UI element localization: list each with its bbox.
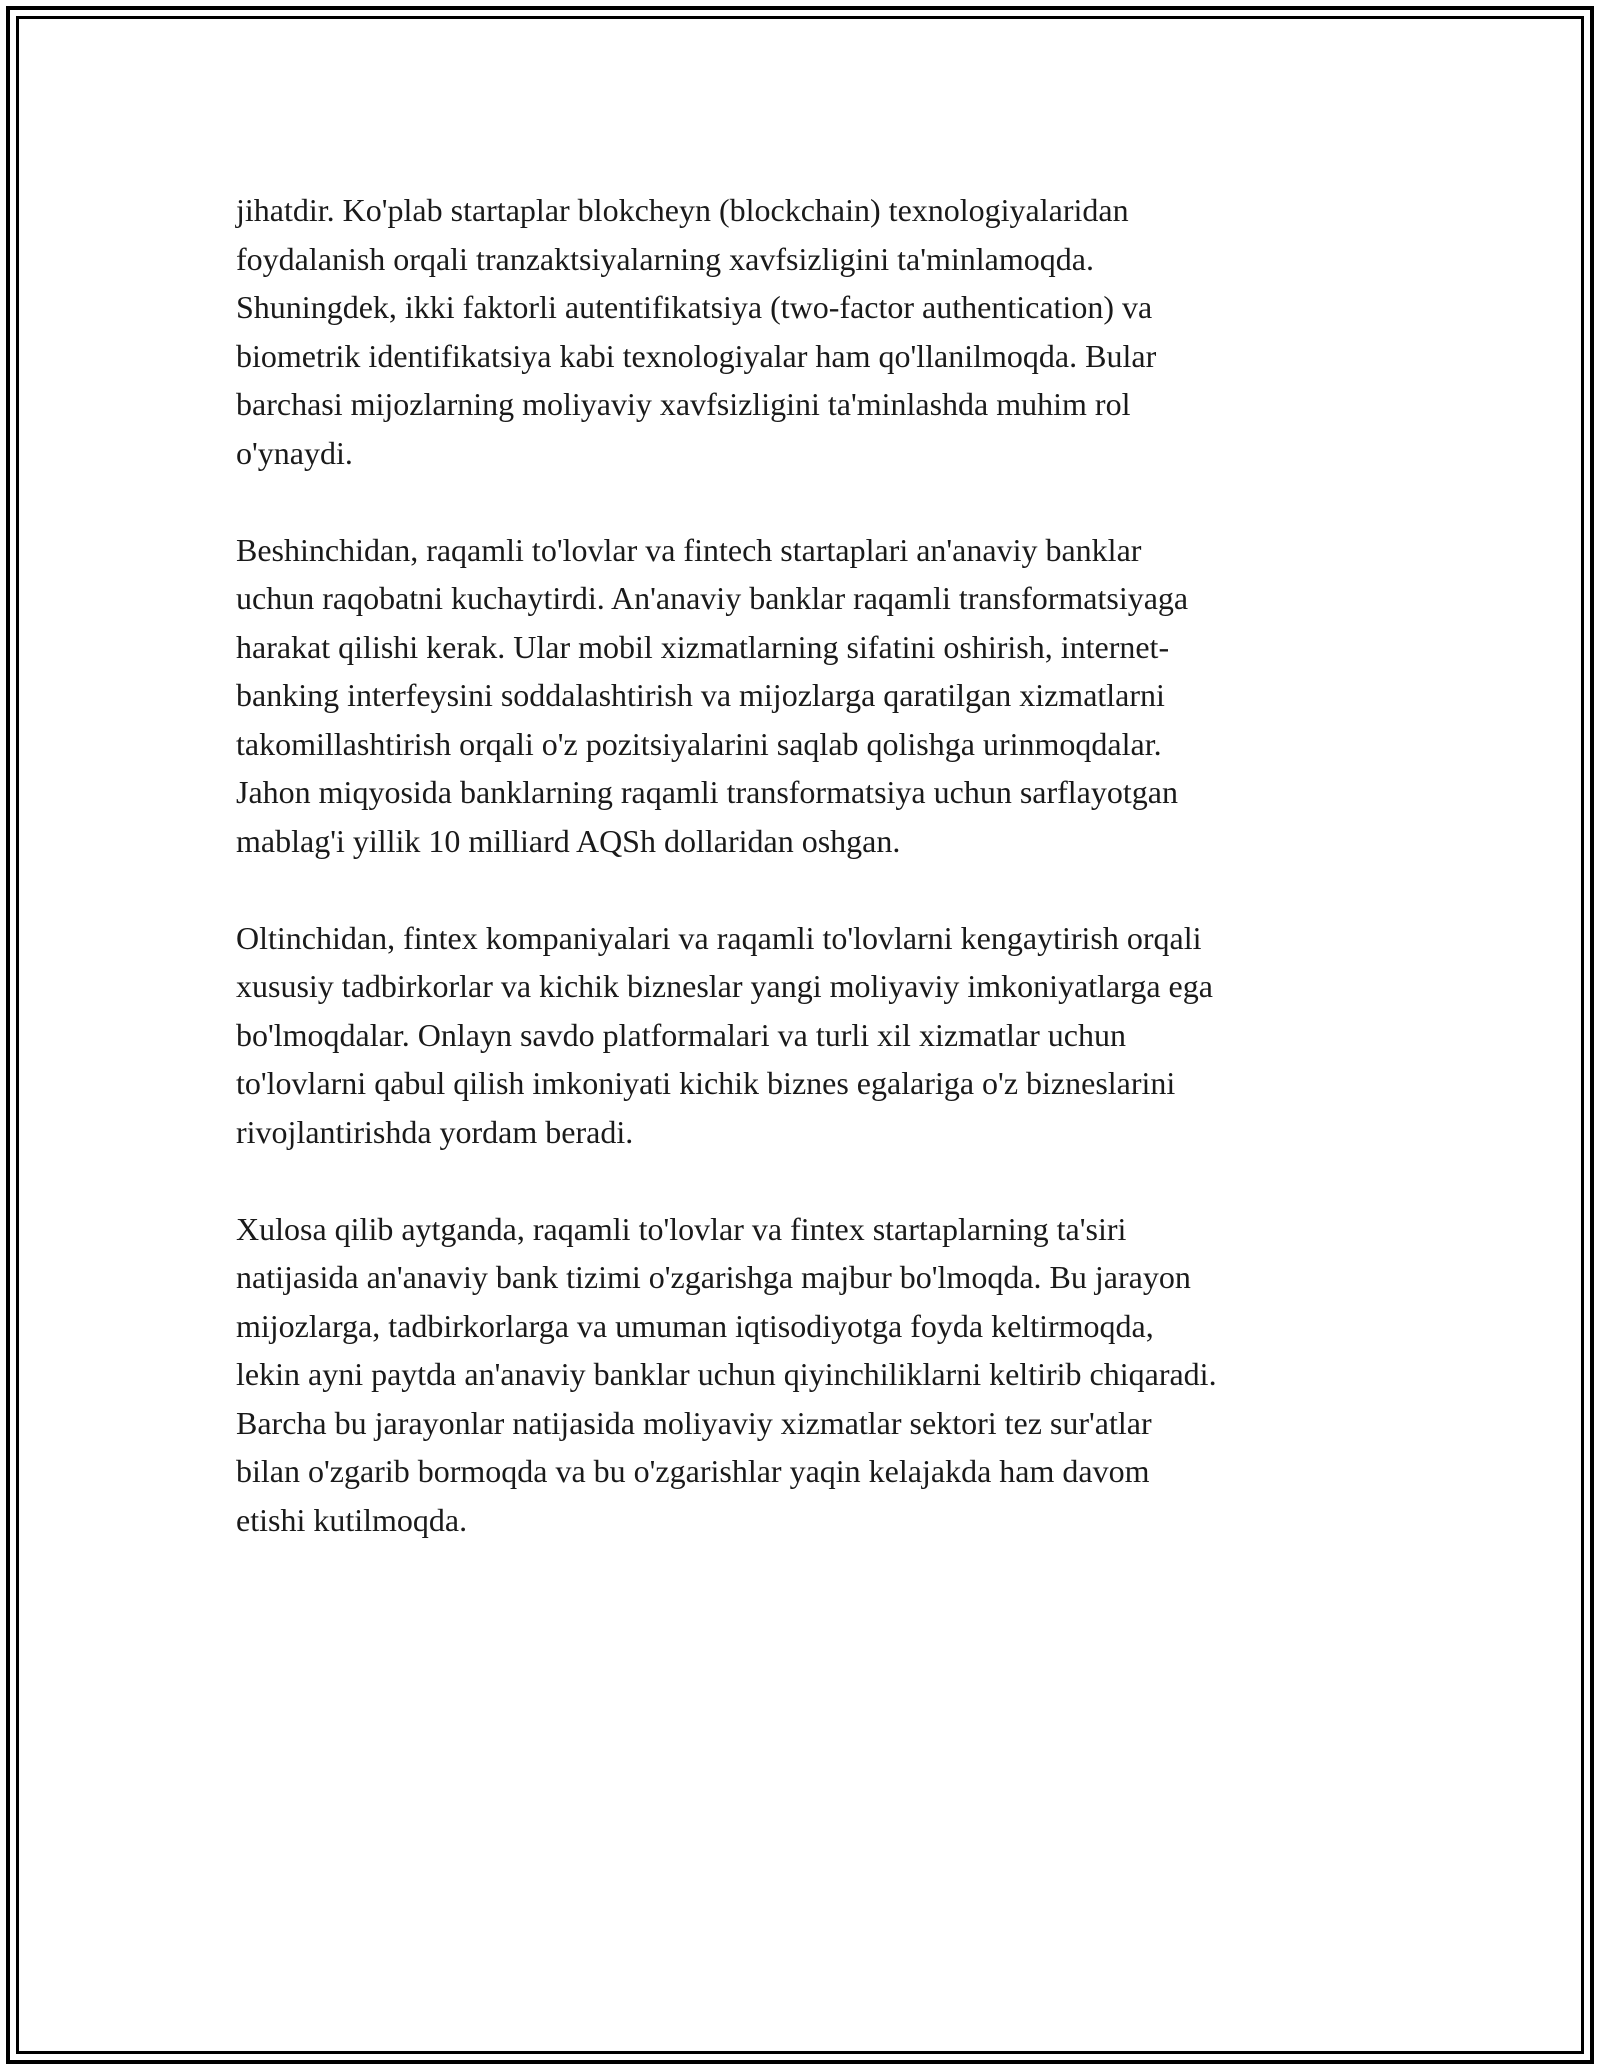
- paragraph-competition: Beshinchidan, raqamli to'lovlar va fintech startaplari an'anaviy banklar uchun raqobatni kuchaytirdi. An'anaviy banklar raqamli transformatsiyaga harakat qilishi kerak. Ular mobil xizmatlarning sifatini oshirish, internet- banking interfeysini soddalashtirish va mijozlarga qaratilgan xizmatlarni takomillashtirish orqali o'z pozitsiyalarini saqlab qolishga urinmoqdalar. Jahon miqyosida banklarning raqamli transformatsiya uchun sarflayotgan mablag'i yillik 10 milliard AQSh dollaridan oshgan.: [236, 531, 1189, 859]
- document-body: [236, 186, 1366, 1544]
- paragraph-small-business: Oltinchidan, fintex kompaniyalari va raqamli to'lovlarni kengaytirish orqali xususiy tadbirkorlar va kichik bizneslar yangi moliyaviy imkoniyatlarga ega bo'lmoqdalar. Onlayn savdo platformalari va turli xil xizmatlar uchun to'lovlarni qabul qilish imkoniyati kichik biznes egalariga o'z bizneslarini rivojlantirishda yordam beradi.: [236, 919, 1213, 1150]
- paragraph-security: jihatdir. Ko'plab startaplar blokcheyn (blockchain) texnologiyalaridan foydalanish orqali tranzaktsiyalarning xavfsizligini ta'minlamoqda. Shuningdek, ikki faktorli autentifikatsiya (two-factor authentication) va biometrik identifikatsiya kabi texnologiyalar ham qo'llanilmoqda. Bular barchasi mijozlarning moliyaviy xavfsizligini ta'minlashda muhim rol o'ynaydi.: [236, 192, 1157, 471]
- paragraph-conclusion: Xulosa qilib aytganda, raqamli to'lovlar va fintex startaplarning ta'siri natijasida an'anaviy bank tizimi o'zgarishga majbur bo'lmoqda. Bu jarayon mijozlarga, tadbirkorlarga va umuman iqtisodiyotga foyda keltirmoqda, lekin ayni paytda an'anaviy banklar uchun qiyinchiliklarni keltirib chiqaradi. Barcha bu jarayonlar natijasida moliyaviy xizmatlar sektori tez sur'atlar bilan o'zgarib bormoqda va bu o'zgarishlar yaqin kelajakda ham davom etishi kutilmoqda.: [236, 1210, 1217, 1538]
